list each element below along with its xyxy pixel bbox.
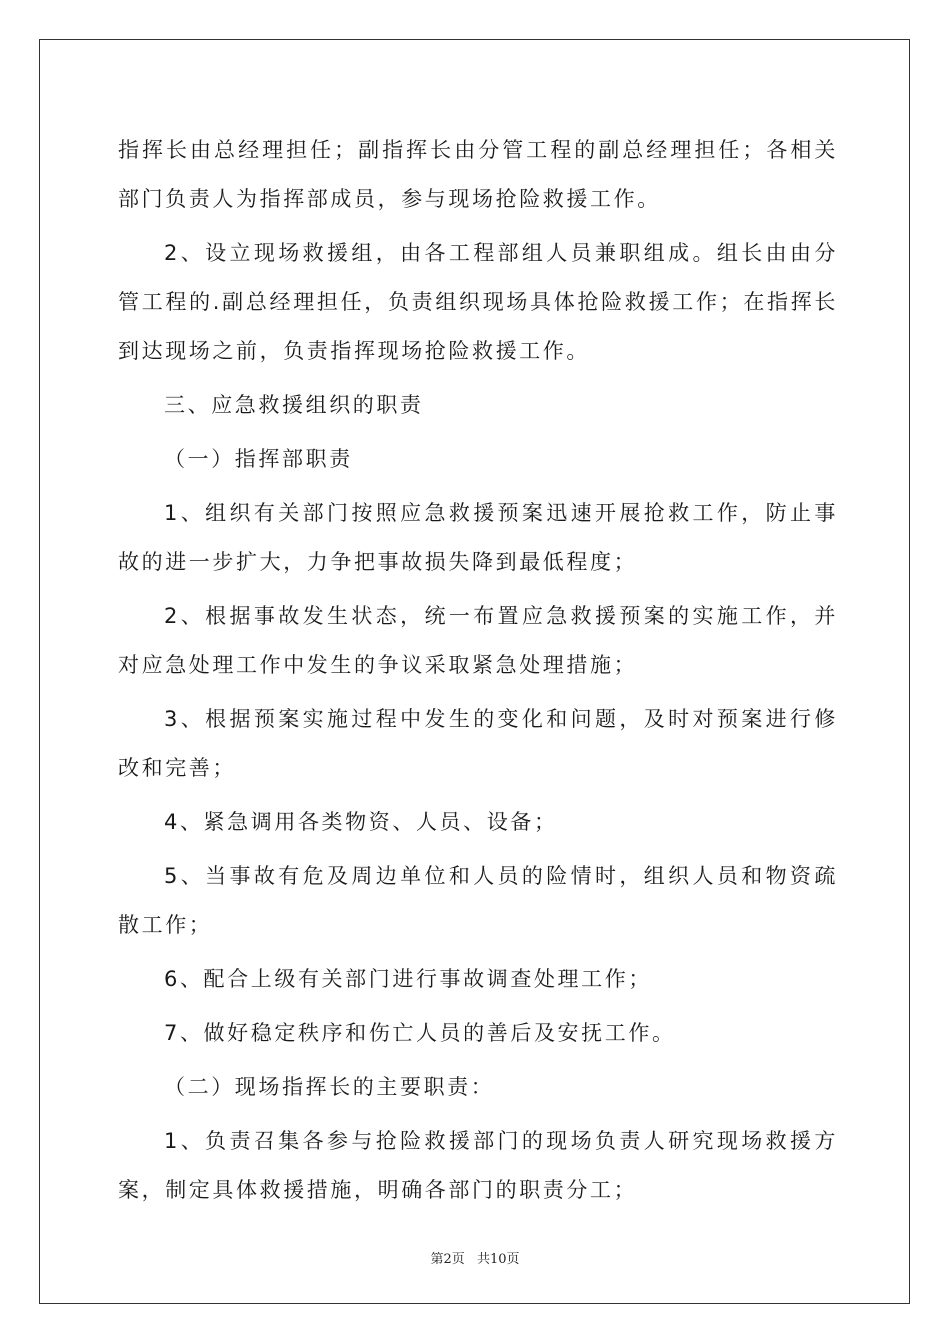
subsection-heading: （二）现场指挥长的主要职责： bbox=[164, 1075, 495, 1099]
paragraph: 指挥长由总经理担任；副指挥长由分管工程的副总经理担任；各相关部门负责人为指挥部成员，参与现场抢险救援工作。 bbox=[118, 138, 838, 211]
list-item: 5、当事故有危及周边单位和人员的险情时，组织人员和物资疏散工作； bbox=[118, 864, 838, 937]
list-item: 1、组织有关部门按照应急救援预案迅速开展抢救工作，防止事故的进一步扩大，力争把事故损失降到最低程度； bbox=[118, 501, 838, 574]
document-body bbox=[118, 126, 838, 1220]
list-item: 2、根据事故发生状态，统一布置应急救援预案的实施工作，并对应急处理工作中发生的争议采取紧急处理措施； bbox=[118, 604, 838, 677]
page-footer bbox=[0, 1248, 950, 1267]
list-item: 7、做好稳定秩序和伤亡人员的善后及安抚工作。 bbox=[164, 1021, 676, 1045]
list-item: 1、负责召集各参与抢险救援部门的现场负责人研究现场救援方案，制定具体救援措施，明确各部门的职责分工； bbox=[118, 1129, 838, 1202]
paragraph: 2、设立现场救援组，由各工程部组人员兼职组成。组长由由分管工程的.副总经理担任，负责组织现场具体抢险救援工作；在指挥长到达现场之前，负责指挥现场抢险救援工作。 bbox=[118, 241, 838, 363]
page-total: 共10页 bbox=[476, 1252, 520, 1267]
list-item: 3、根据预案实施过程中发生的变化和问题，及时对预案进行修改和完善； bbox=[118, 707, 838, 780]
list-item: 6、配合上级有关部门进行事故调查处理工作； bbox=[164, 967, 652, 991]
list-item: 4、紧急调用各类物资、人员、设备； bbox=[164, 810, 558, 834]
section-heading: 三、应急救援组织的职责 bbox=[164, 393, 424, 417]
page-number: 第2页 bbox=[430, 1252, 465, 1267]
subsection-heading: （一）指挥部职责 bbox=[164, 447, 353, 471]
